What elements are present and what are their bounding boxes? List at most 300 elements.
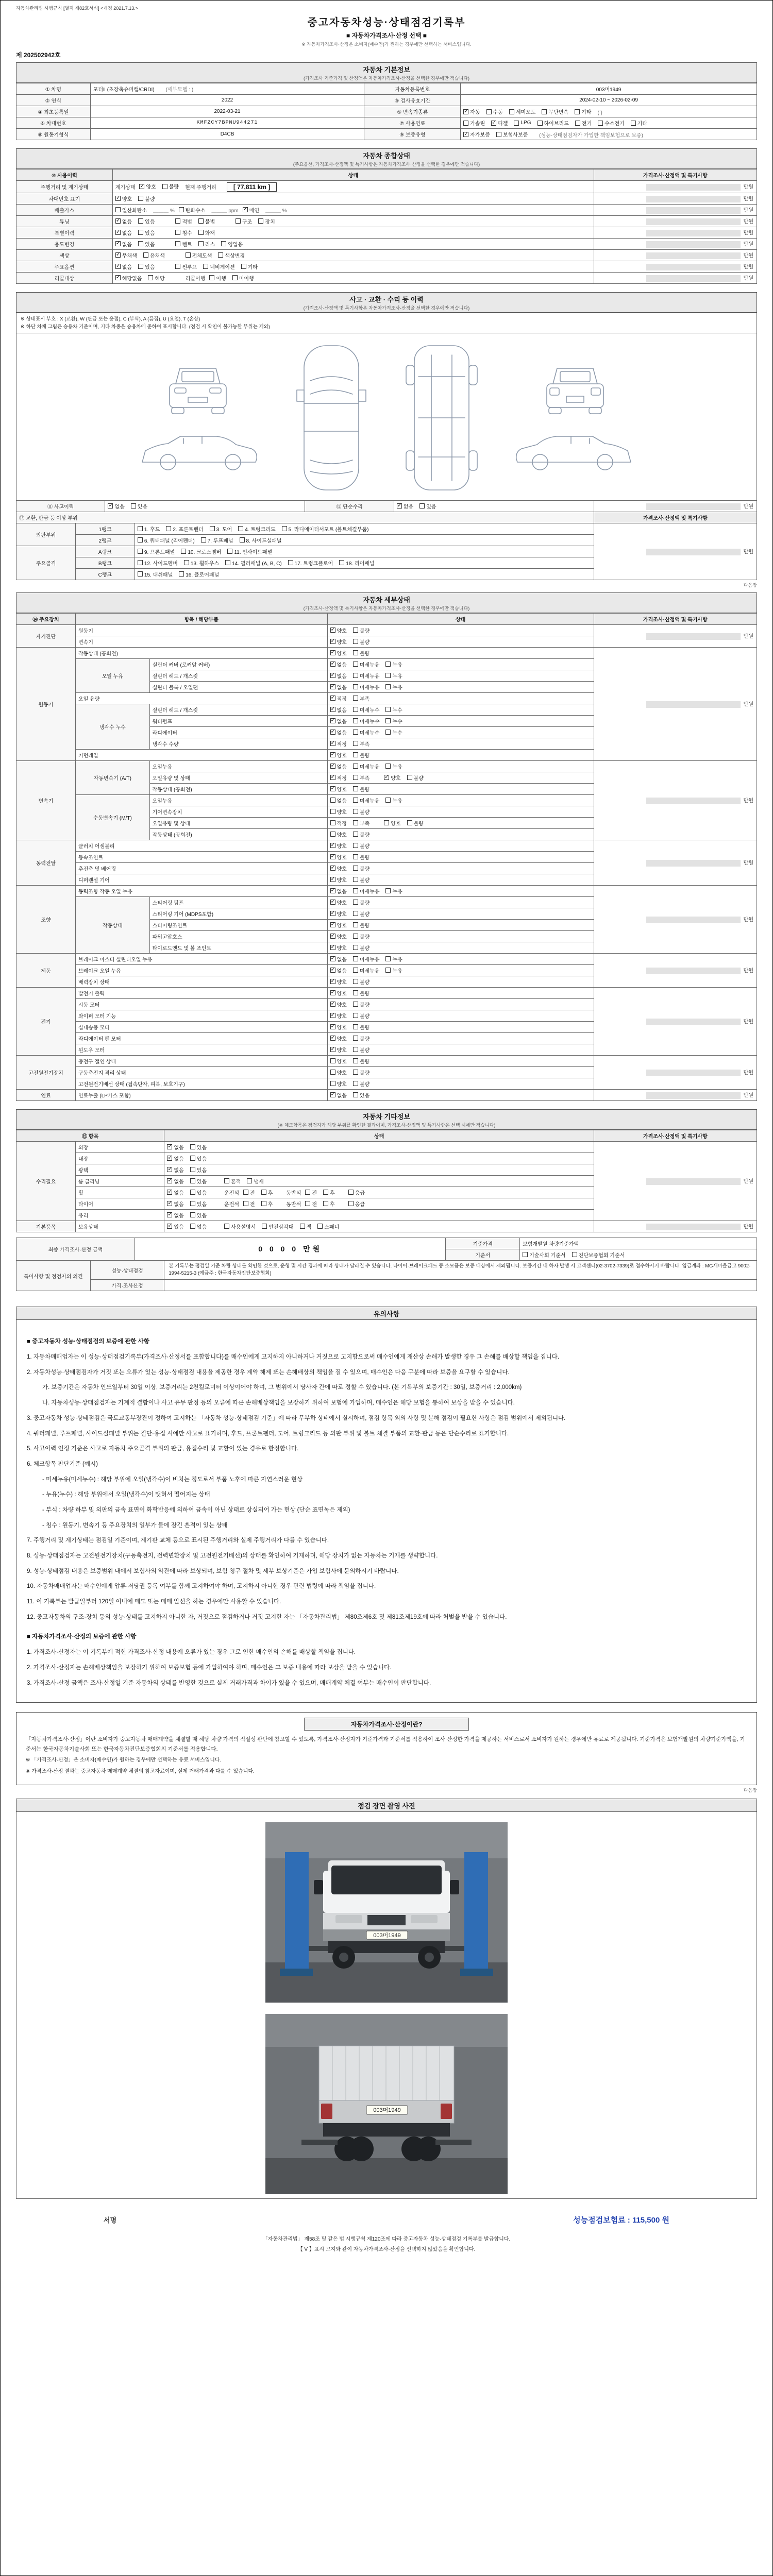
checkbox-option[interactable]	[108, 502, 124, 510]
checkbox-option[interactable]	[353, 626, 369, 634]
checkbox-checked[interactable]	[463, 132, 468, 137]
checkbox-option[interactable]	[115, 206, 147, 214]
checkbox[interactable]	[330, 798, 335, 803]
checkbox-option[interactable]	[407, 774, 424, 782]
checkbox[interactable]	[138, 560, 143, 565]
checkbox-option[interactable]	[240, 536, 282, 544]
checkbox-option[interactable]	[175, 217, 192, 225]
checkbox-option[interactable]	[243, 1200, 255, 1208]
checkbox[interactable]	[209, 275, 214, 280]
checkbox[interactable]	[463, 121, 468, 126]
checkbox-option[interactable]	[353, 921, 369, 929]
checkbox[interactable]	[190, 1144, 195, 1149]
checkbox[interactable]	[190, 1212, 195, 1217]
checkbox-checked[interactable]	[330, 741, 335, 746]
checkbox-option[interactable]	[384, 774, 400, 782]
checkbox[interactable]	[419, 503, 425, 509]
checkbox[interactable]	[353, 1070, 358, 1075]
price-input-box[interactable]	[646, 549, 740, 555]
checkbox-checked[interactable]	[330, 956, 335, 961]
checkbox-option[interactable]	[190, 1211, 207, 1219]
checkbox-option[interactable]	[330, 694, 347, 702]
checkbox-option[interactable]	[407, 819, 424, 827]
checkbox-checked[interactable]	[330, 968, 335, 973]
checkbox-option[interactable]	[330, 1035, 347, 1042]
checkbox[interactable]	[353, 752, 358, 757]
checkbox[interactable]	[138, 264, 143, 269]
checkbox[interactable]	[238, 526, 243, 531]
checkbox[interactable]	[236, 218, 241, 224]
checkbox-option[interactable]	[247, 1177, 263, 1185]
checkbox[interactable]	[190, 1224, 195, 1229]
checkbox[interactable]	[232, 275, 238, 280]
checkbox[interactable]	[203, 264, 208, 269]
checkbox[interactable]	[353, 1081, 358, 1086]
checkbox[interactable]	[353, 968, 358, 973]
price-input-box[interactable]	[646, 1092, 740, 1099]
checkbox-option[interactable]	[353, 989, 369, 997]
checkbox-option[interactable]	[115, 251, 137, 259]
checkbox[interactable]	[330, 820, 335, 825]
checkbox[interactable]	[353, 832, 358, 837]
checkbox-option[interactable]	[353, 876, 369, 884]
checkbox-option[interactable]	[330, 672, 347, 680]
checkbox-checked[interactable]	[167, 1156, 172, 1161]
checkbox-checked[interactable]	[330, 673, 335, 678]
checkbox-option[interactable]	[353, 649, 369, 657]
checkbox[interactable]	[353, 911, 358, 916]
checkbox-option[interactable]	[115, 240, 132, 248]
checkbox[interactable]	[631, 121, 636, 126]
checkbox[interactable]	[131, 503, 136, 509]
checkbox-option[interactable]	[115, 274, 142, 282]
checkbox[interactable]	[353, 1047, 358, 1052]
checkbox-checked[interactable]	[330, 752, 335, 757]
checkbox-option[interactable]	[167, 1223, 183, 1230]
checkbox-option[interactable]	[262, 1223, 293, 1230]
checkbox-option[interactable]	[330, 774, 347, 782]
checkbox-option[interactable]	[305, 1200, 317, 1208]
checkbox-option[interactable]	[575, 119, 592, 127]
price-input-box[interactable]	[646, 264, 740, 270]
checkbox[interactable]	[138, 218, 143, 224]
checkbox[interactable]	[353, 650, 358, 655]
checkbox-option[interactable]	[385, 672, 402, 680]
checkbox[interactable]	[353, 809, 358, 814]
checkbox[interactable]	[138, 241, 143, 246]
checkbox-checked[interactable]	[330, 1092, 335, 1097]
checkbox[interactable]	[143, 252, 148, 258]
checkbox-option[interactable]	[353, 683, 380, 691]
checkbox-checked[interactable]	[330, 786, 335, 791]
checkbox-option[interactable]	[330, 1091, 347, 1099]
checkbox-option[interactable]	[166, 525, 203, 533]
checkbox-checked[interactable]	[139, 184, 144, 189]
checkbox-option[interactable]	[201, 536, 233, 544]
checkbox-checked[interactable]	[330, 843, 335, 848]
price-input-box[interactable]	[646, 218, 740, 225]
checkbox[interactable]	[330, 1081, 335, 1086]
checkbox-option[interactable]	[353, 978, 369, 986]
checkbox[interactable]	[407, 820, 412, 825]
checkbox-option[interactable]	[353, 706, 380, 714]
checkbox[interactable]	[175, 218, 180, 224]
checkbox-option[interactable]	[330, 933, 347, 940]
checkbox-checked[interactable]	[330, 696, 335, 701]
checkbox[interactable]	[353, 1024, 358, 1029]
checkbox-option[interactable]	[353, 740, 369, 748]
checkbox-checked[interactable]	[115, 241, 121, 246]
checkbox-option[interactable]	[221, 240, 243, 248]
checkbox-option[interactable]	[330, 740, 347, 748]
checkbox[interactable]	[258, 218, 263, 224]
checkbox-option[interactable]	[385, 728, 402, 736]
checkbox-option[interactable]	[463, 119, 485, 127]
checkbox-option[interactable]	[198, 229, 215, 236]
checkbox-option[interactable]	[353, 1023, 369, 1031]
checkbox-option[interactable]	[190, 1166, 207, 1174]
checkbox-option[interactable]	[348, 1189, 365, 1196]
checkbox[interactable]	[353, 696, 358, 701]
price-input-box[interactable]	[646, 1224, 740, 1230]
checkbox-checked[interactable]	[330, 1047, 335, 1052]
checkbox-option[interactable]	[385, 706, 402, 714]
checkbox[interactable]	[353, 673, 358, 678]
checkbox-option[interactable]	[353, 1046, 369, 1054]
checkbox[interactable]	[353, 628, 358, 633]
checkbox-checked[interactable]	[330, 866, 335, 871]
checkbox-checked[interactable]	[330, 922, 335, 927]
checkbox-checked[interactable]	[330, 730, 335, 735]
checkbox[interactable]	[175, 264, 180, 269]
checkbox-option[interactable]	[224, 1177, 241, 1185]
checkbox-option[interactable]	[330, 910, 347, 918]
checkbox-option[interactable]	[190, 1143, 207, 1151]
checkbox[interactable]	[282, 526, 287, 531]
checkbox-option[interactable]	[330, 876, 347, 884]
checkbox-checked[interactable]	[167, 1190, 172, 1195]
checkbox[interactable]	[353, 1002, 358, 1007]
checkbox-option[interactable]	[330, 1023, 347, 1031]
checkbox[interactable]	[542, 109, 547, 114]
checkbox[interactable]	[348, 1190, 354, 1195]
price-input-box[interactable]	[646, 701, 740, 708]
checkbox-option[interactable]	[330, 967, 347, 974]
checkbox[interactable]	[353, 1036, 358, 1041]
checkbox-option[interactable]	[198, 217, 215, 225]
checkbox[interactable]	[166, 526, 171, 531]
checkbox[interactable]	[190, 1167, 195, 1172]
checkbox[interactable]	[385, 673, 391, 678]
checkbox-checked[interactable]	[397, 503, 402, 509]
checkbox[interactable]	[138, 196, 143, 201]
price-input-box[interactable]	[646, 184, 740, 191]
checkbox-option[interactable]	[184, 559, 219, 567]
checkbox[interactable]	[348, 1201, 354, 1206]
checkbox-checked[interactable]	[330, 990, 335, 995]
checkbox-option[interactable]	[353, 694, 369, 702]
checkbox[interactable]	[353, 1013, 358, 1018]
checkbox-option[interactable]	[353, 728, 380, 736]
checkbox[interactable]	[300, 1224, 305, 1229]
checkbox-option[interactable]	[330, 1069, 347, 1076]
checkbox-checked[interactable]	[330, 854, 335, 859]
checkbox[interactable]	[198, 218, 204, 224]
price-input-box[interactable]	[646, 633, 740, 640]
checkbox-checked[interactable]	[115, 252, 121, 258]
checkbox-option[interactable]	[162, 182, 179, 190]
checkbox-option[interactable]	[190, 1200, 207, 1208]
checkbox[interactable]	[179, 571, 184, 577]
checkbox[interactable]	[181, 549, 186, 554]
checkbox[interactable]	[175, 241, 180, 246]
checkbox-option[interactable]	[238, 525, 275, 533]
checkbox-option[interactable]	[514, 120, 531, 126]
checkbox-option[interactable]	[353, 1091, 369, 1099]
checkbox-checked[interactable]	[243, 207, 248, 212]
checkbox-option[interactable]	[198, 240, 215, 248]
checkbox[interactable]	[353, 854, 358, 859]
checkbox[interactable]	[198, 241, 204, 246]
checkbox-option[interactable]	[330, 1080, 347, 1088]
checkbox-option[interactable]	[330, 762, 347, 770]
checkbox-checked[interactable]	[330, 877, 335, 882]
checkbox[interactable]	[162, 184, 167, 189]
checkbox[interactable]	[353, 934, 358, 939]
checkbox[interactable]	[227, 549, 232, 554]
checkbox-option[interactable]	[353, 865, 369, 872]
checkbox-checked[interactable]	[115, 230, 121, 235]
checkbox-option[interactable]	[330, 853, 347, 861]
checkbox[interactable]	[353, 718, 358, 723]
checkbox-checked[interactable]	[330, 764, 335, 769]
checkbox-option[interactable]	[330, 649, 347, 657]
checkbox-checked[interactable]	[167, 1144, 172, 1149]
checkbox-option[interactable]	[330, 638, 347, 646]
checkbox-checked[interactable]	[330, 628, 335, 633]
checkbox-option[interactable]	[542, 108, 568, 115]
price-input-box[interactable]	[646, 1019, 740, 1025]
checkbox-option[interactable]	[203, 263, 234, 270]
checkbox-checked[interactable]	[330, 1013, 335, 1018]
checkbox-option[interactable]	[463, 130, 490, 138]
checkbox-option[interactable]	[353, 819, 369, 827]
checkbox-option[interactable]	[385, 762, 402, 770]
checkbox-option[interactable]	[138, 229, 155, 236]
checkbox-option[interactable]	[330, 1057, 347, 1065]
checkbox-option[interactable]	[353, 672, 380, 680]
checkbox[interactable]	[353, 741, 358, 746]
checkbox-checked[interactable]	[330, 1024, 335, 1029]
checkbox-option[interactable]	[537, 119, 569, 127]
checkbox[interactable]	[353, 979, 358, 984]
checkbox-option[interactable]	[241, 263, 258, 270]
checkbox[interactable]	[353, 922, 358, 927]
checkbox[interactable]	[575, 121, 580, 126]
checkbox-option[interactable]	[330, 865, 347, 872]
checkbox[interactable]	[353, 877, 358, 882]
checkbox-option[interactable]	[330, 921, 347, 929]
checkbox[interactable]	[523, 1252, 528, 1257]
checkbox[interactable]	[486, 109, 492, 114]
checkbox-option[interactable]	[167, 1143, 183, 1151]
checkbox-option[interactable]	[385, 683, 402, 691]
checkbox-option[interactable]	[353, 955, 380, 963]
checkbox[interactable]	[190, 1201, 195, 1206]
checkbox-option[interactable]	[282, 525, 369, 533]
checkbox-option[interactable]	[167, 1211, 183, 1219]
checkbox-option[interactable]	[175, 240, 192, 248]
checkbox[interactable]	[201, 537, 206, 543]
checkbox-option[interactable]	[385, 887, 402, 895]
checkbox-option[interactable]	[210, 525, 232, 533]
checkbox[interactable]	[353, 775, 358, 780]
checkbox-option[interactable]	[330, 796, 347, 804]
checkbox-checked[interactable]	[330, 888, 335, 893]
checkbox[interactable]	[138, 526, 143, 531]
checkbox-option[interactable]	[243, 206, 259, 214]
checkbox-option[interactable]	[339, 559, 374, 567]
checkbox-option[interactable]	[227, 548, 272, 555]
price-input-box[interactable]	[646, 241, 740, 248]
checkbox-option[interactable]	[190, 1177, 207, 1185]
checkbox-option[interactable]	[261, 1200, 273, 1208]
checkbox-option[interactable]	[179, 570, 219, 578]
checkbox[interactable]	[317, 1224, 323, 1229]
checkbox[interactable]	[138, 537, 143, 543]
checkbox[interactable]	[243, 1201, 248, 1206]
checkbox-option[interactable]	[353, 808, 369, 816]
checkbox-option[interactable]	[148, 274, 164, 282]
checkbox[interactable]	[385, 707, 391, 712]
checkbox[interactable]	[384, 820, 389, 825]
checkbox-option[interactable]	[330, 978, 347, 986]
checkbox-option[interactable]	[330, 887, 347, 895]
checkbox[interactable]	[353, 786, 358, 791]
checkbox-checked[interactable]	[330, 934, 335, 939]
checkbox-checked[interactable]	[330, 650, 335, 655]
checkbox[interactable]	[353, 1092, 358, 1097]
checkbox-checked[interactable]	[108, 503, 113, 509]
signature-label[interactable]: 서명	[104, 2216, 117, 2224]
checkbox-option[interactable]	[353, 899, 369, 906]
checkbox-option[interactable]	[330, 808, 347, 816]
checkbox-checked[interactable]	[115, 264, 121, 269]
checkbox[interactable]	[224, 1178, 229, 1183]
checkbox-option[interactable]	[397, 502, 413, 510]
checkbox-option[interactable]	[330, 989, 347, 997]
checkbox[interactable]	[353, 820, 358, 825]
checkbox-option[interactable]	[353, 1057, 369, 1065]
checkbox-option[interactable]	[175, 263, 197, 270]
checkbox[interactable]	[353, 730, 358, 735]
checkbox-option[interactable]	[491, 119, 508, 127]
checkbox-option[interactable]	[218, 251, 245, 259]
checkbox-option[interactable]	[330, 717, 347, 725]
checkbox-option[interactable]	[243, 1189, 255, 1196]
price-input-box[interactable]	[646, 503, 740, 510]
price-input-box[interactable]	[646, 860, 740, 867]
price-input-box[interactable]	[646, 798, 740, 804]
checkbox-checked[interactable]	[330, 707, 335, 712]
checkbox[interactable]	[385, 684, 391, 689]
checkbox-option[interactable]	[598, 119, 625, 127]
checkbox-checked[interactable]	[167, 1224, 172, 1229]
checkbox-option[interactable]	[353, 853, 369, 861]
checkbox-checked[interactable]	[384, 775, 389, 780]
checkbox-checked[interactable]	[115, 275, 121, 280]
checkbox-option[interactable]	[353, 638, 369, 646]
checkbox-option[interactable]	[305, 1189, 317, 1196]
checkbox-checked[interactable]	[330, 979, 335, 984]
checkbox-option[interactable]	[348, 1200, 365, 1208]
price-input-box[interactable]	[646, 1178, 740, 1185]
checkbox[interactable]	[598, 121, 603, 126]
checkbox[interactable]	[262, 1224, 267, 1229]
checkbox-option[interactable]	[353, 1012, 369, 1020]
checkbox-option[interactable]	[138, 240, 155, 248]
checkbox-option[interactable]	[353, 933, 369, 940]
checkbox-option[interactable]	[353, 1035, 369, 1042]
checkbox-option[interactable]	[261, 1189, 273, 1196]
price-input-box[interactable]	[646, 196, 740, 202]
checkbox-option[interactable]	[167, 1200, 183, 1208]
checkbox[interactable]	[353, 945, 358, 950]
checkbox[interactable]	[385, 798, 391, 803]
checkbox-checked[interactable]	[330, 639, 335, 644]
checkbox[interactable]	[353, 798, 358, 803]
checkbox-option[interactable]	[330, 955, 347, 963]
checkbox-option[interactable]	[353, 660, 380, 668]
checkbox-option[interactable]	[131, 502, 147, 510]
checkbox[interactable]	[184, 560, 189, 565]
checkbox-checked[interactable]	[330, 684, 335, 689]
checkbox-checked[interactable]	[167, 1212, 172, 1217]
checkbox-option[interactable]	[330, 660, 347, 668]
checkbox[interactable]	[138, 549, 143, 554]
checkbox-option[interactable]	[190, 1223, 207, 1230]
checkbox-option[interactable]	[419, 502, 436, 510]
checkbox-option[interactable]	[175, 229, 192, 236]
checkbox-option[interactable]	[353, 910, 369, 918]
checkbox-checked[interactable]	[330, 718, 335, 723]
checkbox[interactable]	[575, 109, 580, 114]
checkbox-option[interactable]	[496, 130, 528, 138]
checkbox[interactable]	[138, 571, 143, 577]
checkbox[interactable]	[537, 121, 543, 126]
checkbox-option[interactable]	[575, 108, 591, 115]
checkbox[interactable]	[330, 832, 335, 837]
checkbox-option[interactable]	[224, 1223, 256, 1230]
checkbox[interactable]	[240, 537, 245, 543]
checkbox-option[interactable]	[353, 1069, 369, 1076]
checkbox[interactable]	[509, 109, 514, 114]
checkbox[interactable]	[385, 718, 391, 723]
checkbox-option[interactable]	[115, 229, 132, 236]
checkbox[interactable]	[210, 526, 215, 531]
checkbox-option[interactable]	[385, 796, 402, 804]
checkbox[interactable]	[353, 900, 358, 905]
checkbox-checked[interactable]	[491, 121, 496, 126]
checkbox-option[interactable]	[167, 1177, 183, 1185]
checkbox[interactable]	[323, 1190, 328, 1195]
checkbox-option[interactable]	[353, 774, 369, 782]
checkbox-option[interactable]	[167, 1166, 183, 1174]
checkbox[interactable]	[385, 956, 391, 961]
price-input-box[interactable]	[646, 1070, 740, 1076]
checkbox[interactable]	[514, 121, 519, 126]
checkbox[interactable]	[385, 730, 391, 735]
